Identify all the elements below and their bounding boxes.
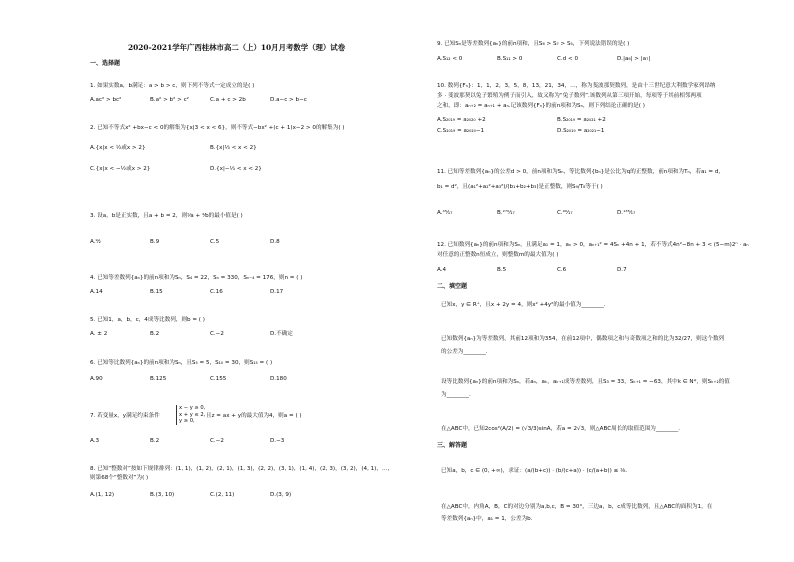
q1-option-a: A.ac² > bc²	[90, 97, 122, 103]
section-fill-heading: 二、填空题	[437, 283, 468, 290]
q7-constraint-1: x − y ≥ 0,	[179, 405, 206, 411]
q7-constraint-2: x + y ≤ 2,	[179, 411, 206, 418]
question-11-line-1: 11. 已知等差数列{aₙ}的公差d > 0，前n项和为Sₙ，等比数列{bₙ}是公比为q的正整数，前n项和为Tₙ，若a₁ = d，	[437, 169, 725, 175]
question-7-prefix: 7. 若变量x，y满足约束条件	[90, 413, 160, 419]
q6-option-a: A.90	[90, 376, 103, 382]
fill-question-1: 已知x，y ∈ R⁺，且x + 2y = 4，则x² +4y²的最小值为________.	[441, 302, 606, 308]
question-11-line-2: b₁ = d²，且(a₁²+a₂²+a₃²)/(b₁+b₂+b₃)是正整数，则S₉/T₈等于( )	[437, 184, 603, 190]
q9-option-d: D.|a₆| > |a₇|	[617, 56, 651, 62]
q12-option-b: B.5	[497, 267, 507, 273]
q9-option-a: A.S₁₂ < 0	[437, 56, 463, 62]
q7-constraint-system	[176, 405, 205, 425]
q7-option-d: D.−3	[270, 438, 285, 444]
q8-option-a: A.(1, 12)	[90, 492, 115, 498]
question-8-line-1: 8. 已知“整数对”按如下规律排列：(1, 1)，(1, 2)，(2, 1)，(1, 3)，(2, 2)，(3, 1)，(1, 4)，(2, 3)，(3, 2)，(4, 1)，…，	[90, 466, 394, 472]
q2-option-c: C.{x|x < −½或x > 2}	[90, 166, 151, 172]
q10-option-c: C.S₂₀₁₉ = a₂₀₂₀−1	[437, 128, 485, 134]
q8-option-b: B.(3, 10)	[150, 492, 175, 498]
q11-option-a: A.⁴⁵⁄₁₇	[437, 210, 453, 216]
q10-option-b: B.S₂₀₁₉ = a₂₀₂₁ +2	[557, 117, 606, 123]
q4-option-c: C.16	[210, 289, 223, 295]
q8-option-d: D.(3, 9)	[270, 492, 292, 498]
q4-option-a: A.14	[90, 289, 103, 295]
fill-question-3-line-1: 设等比数列{aₙ}的前n项和为Sₙ，若aₙ，aₖ，aₖ₊₁成等差数列，且S₃ = 33，Sₖ₊₁ = −63，其中k ∈ N*，则Sₖ₊₂的值	[441, 379, 730, 385]
solve-question-1: 已知a，b，c ∈ (0, +∞)，求证：(a/(b+c)) · (b/(c+a)) · (c/(a+b)) ≤ ⅛.	[441, 468, 628, 474]
q10-option-a: A.S₂₀₁₉ = a₂₀₂₀ +2	[437, 117, 486, 123]
q7-option-b: B.2	[150, 438, 160, 444]
q5-option-a: A. ± 2	[90, 331, 108, 337]
q1-option-b: B.a² > b² > c²	[150, 97, 189, 103]
q5-option-d: D.不确定	[270, 331, 293, 337]
q7-option-a: A.3	[90, 438, 100, 444]
q2-option-a: A.{x|x < ½或x > 2}	[90, 145, 146, 151]
q7-constraint-3: y ≥ 0,	[179, 418, 195, 424]
solve-question-2-line-2: 等差数列{aₙ}中，a₁ = 1，公差为b.	[441, 516, 533, 522]
section-solve-heading: 三、解答题	[437, 442, 468, 449]
q7-option-c: C.−2	[210, 438, 224, 444]
question-3: 3. 设a，b是正实数，且a + b = 2，则⅟a + ⁴⁄b的最小值是( )	[90, 213, 243, 219]
q9-option-b: B.S₁₁ > 0	[497, 56, 523, 62]
q2-option-d: D.{x|−⅓ < x < 2}	[210, 166, 262, 172]
question-8-line-2: 则第68个“整数对”为( )	[90, 475, 149, 481]
right-column	[397, 0, 794, 562]
fill-question-2-line-1: 已知数列{aₙ}为等差数列，其前12项和为354，在前12项中，偶数项之和与奇数项之和的比为32/27，则这个数列	[441, 336, 725, 342]
q5-option-b: B.2	[150, 331, 160, 337]
q3-option-d: D.8	[270, 239, 280, 245]
q12-option-a: A.4	[437, 267, 447, 273]
fill-question-3-line-2: 为________.	[441, 392, 471, 398]
question-12-line-1: 12. 已知数列{aₙ}的前n项和为Sₙ，且满足a₁ = 1，aₙ > 0，aₙ₊₁² = 4Sₙ +4n + 1，若不等式4n²−8n + 3 < (5−m)2ⁿ · aₙ	[437, 242, 749, 248]
q1-option-c: C.a + c > 2b	[210, 97, 246, 103]
q5-option-c: C.−2	[210, 331, 224, 337]
q8-option-c: C.(2, 11)	[210, 492, 235, 498]
question-10-line-3: 之和，即：aₙ₊₂ = aₙ₊₁ + aₙ.记该数列{Fₙ}的前n项和为Sₙ，则下列结论正确的是( )	[437, 103, 645, 109]
q6-option-d: D.180	[270, 376, 287, 382]
question-1: 1. 如果实数a，b满足：a > b > c，则下列不等式一定成立的是( )	[90, 83, 255, 89]
q1-option-d: D.a−c > b−c	[270, 97, 307, 103]
q12-option-d: D.7	[617, 267, 627, 273]
question-9: 9. 已知Sₙ是等差数列{aₙ}的前n项和，且S₆ > S₇ > S₅，下列说法错误的是( )	[437, 41, 630, 47]
q6-option-c: C.155	[210, 376, 227, 382]
fill-question-2-line-2: 的公差为________.	[441, 349, 488, 355]
question-5: 5. 已知1，a，b，c，4成等比数列，则b = ( )	[90, 317, 205, 323]
question-10-line-1: 10. 数列{Fₙ}：1，1，2，3，5，8，13，21，34，…，称为斐波那契数列，是由十三世纪意大利数学家列昂纳	[437, 83, 716, 89]
question-12-line-2: 对任意的正整数n恒成立，则整数m的最大值为( )	[437, 252, 559, 258]
fill-question-4: 在△ABC中，已知2cos²(A/2) = (√3/3)sinA，若a = 2√3，则△ABC周长的取值范围为________.	[441, 426, 681, 432]
question-2: 2. 已知不等式x² +bx−c < 0的解集为{x|3 < x < 6}，则不等式−bx² +(c + 1)x−2 > 0的解集为( )	[90, 125, 345, 131]
q4-option-d: D.17	[270, 289, 284, 295]
q11-option-d: D.¹³⁵⁄₁₇	[617, 210, 636, 216]
q6-option-b: B.125	[150, 376, 167, 382]
q3-option-a: A.⁹⁄₂	[90, 239, 101, 245]
question-7-suffix: 且z = ax + y的最大值为4，则a = ( )	[206, 413, 302, 419]
q2-option-b: B.{x|⅓ < x < 2}	[210, 145, 257, 151]
q4-option-b: B.15	[150, 289, 163, 295]
q10-option-d: D.S₂₀₁₉ = a₂₀₂₁−1	[557, 128, 605, 134]
question-10-line-2: 多 · 斐波那契以兔子繁殖为例子而引入，故又称为“兔子数列”.该数列从第三项开始，每项等于其前相邻两项	[437, 93, 702, 99]
q11-option-b: B.²⁷⁰⁄₁₇	[497, 210, 515, 216]
q9-option-c: C.d < 0	[557, 56, 579, 62]
solve-question-2-line-1: 在△ABC中，内角A，B，C的对边分别为a,b,c，B = 30°，三边a，b，c成等比数列，且△ABC的面积为1，在	[441, 504, 713, 510]
question-4: 4. 已知等差数列{aₙ}的前n项和为Sₙ，S₄ = 22，Sₙ = 330，Sₙ₋₄ = 176，则n = ( )	[90, 275, 303, 281]
page-title: 2020-2021学年广西桂林市高二（上）10月月考数学（理）试卷	[128, 43, 346, 52]
q11-option-c: C.⁹⁰⁄₁₇	[557, 210, 573, 216]
q3-option-b: B.9	[150, 239, 160, 245]
q12-option-c: C.6	[557, 267, 567, 273]
section-choice-heading: 一、选择题	[90, 60, 121, 67]
question-6: 6. 已知等比数列{aₙ}的前n项和为Sₙ，且S₅ = 5，S₁₀ = 30，则S₁₅ = ( )	[90, 360, 273, 366]
q3-option-c: C.5	[210, 239, 220, 245]
